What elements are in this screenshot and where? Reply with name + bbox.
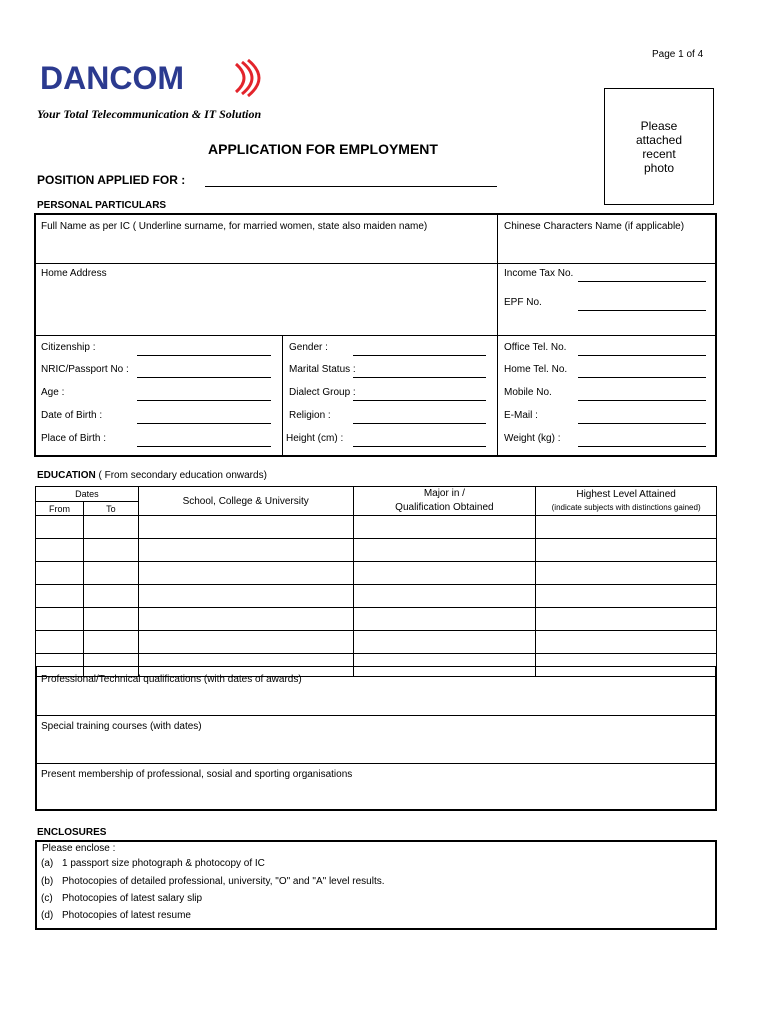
- dialect-field[interactable]: [353, 400, 486, 401]
- enclosure-key: (d): [41, 910, 54, 921]
- weight-label: Weight (kg) :: [504, 433, 561, 444]
- office-tel-field[interactable]: [578, 355, 706, 356]
- edu-cell[interactable]: [353, 585, 536, 608]
- edu-cell[interactable]: [83, 608, 138, 631]
- qualifications-divider-2: [36, 763, 716, 764]
- edu-cell[interactable]: [138, 539, 353, 562]
- gender-field[interactable]: [353, 355, 486, 356]
- education-note: ( From secondary education onwards): [98, 470, 267, 481]
- enclosure-text: Photocopies of latest resume: [62, 910, 191, 921]
- dob-field[interactable]: [137, 423, 271, 424]
- dialect-label: Dialect Group :: [289, 387, 356, 398]
- education-row: [36, 516, 717, 539]
- education-row: [36, 585, 717, 608]
- epf-field[interactable]: [578, 310, 706, 311]
- income-tax-label: Income Tax No.: [504, 268, 574, 279]
- email-field[interactable]: [578, 423, 706, 424]
- personal-heading: PERSONAL PARTICULARS: [37, 200, 167, 211]
- edu-cell[interactable]: [83, 516, 138, 539]
- personal-divider-h1: [35, 263, 716, 264]
- edu-cell[interactable]: [138, 585, 353, 608]
- photo-box: [604, 88, 714, 205]
- membership-label: Present membership of professional, sosial and sporting organisations: [41, 769, 353, 780]
- religion-label: Religion :: [289, 410, 331, 421]
- home-address-label: Home Address: [41, 268, 107, 279]
- enclosure-text: Photocopies of detailed professional, university, "O" and "A" level results.: [62, 876, 385, 887]
- logo-signal-icon: [230, 58, 270, 98]
- edu-cell[interactable]: [36, 631, 84, 654]
- highest-header-note: (indicate subjects with distinctions gained): [551, 503, 701, 512]
- education-row: [36, 608, 717, 631]
- major-header: [353, 487, 536, 516]
- logo-tagline: Your Total Telecommunication & IT Solution: [37, 107, 262, 121]
- edu-cell[interactable]: [36, 585, 84, 608]
- enclosure-key: (b): [41, 876, 54, 887]
- marital-label: Marital Status :: [289, 364, 356, 375]
- highest-header: [536, 487, 717, 516]
- major-header-line2: Qualification Obtained: [395, 502, 494, 513]
- edu-cell[interactable]: [36, 562, 84, 585]
- professional-label: Professional/Technical qualifications (with dates of awards): [41, 674, 302, 685]
- mobile-label: Mobile No.: [504, 387, 552, 398]
- enclosure-text: 1 passport size photograph & photocopy of IC: [62, 858, 265, 869]
- weight-field[interactable]: [578, 446, 706, 447]
- edu-cell[interactable]: [536, 516, 717, 539]
- education-table: [35, 486, 717, 677]
- age-label: Age :: [41, 387, 65, 398]
- edu-cell[interactable]: [83, 585, 138, 608]
- education-row: [36, 562, 717, 585]
- personal-divider-h2: [35, 335, 716, 336]
- edu-cell[interactable]: [138, 608, 353, 631]
- enclosure-key: (c): [41, 893, 53, 904]
- edu-cell[interactable]: [83, 562, 138, 585]
- enclosure-text: Photocopies of latest salary slip: [62, 893, 203, 904]
- pob-field[interactable]: [137, 446, 271, 447]
- age-field[interactable]: [137, 400, 271, 401]
- form-title: APPLICATION FOR EMPLOYMENT: [208, 141, 438, 157]
- school-header: School, College & University: [138, 487, 353, 516]
- edu-cell[interactable]: [536, 539, 717, 562]
- company-logo: [40, 58, 280, 102]
- edu-cell[interactable]: [353, 516, 536, 539]
- qualifications-box: [35, 666, 717, 811]
- photo-box-line: attached: [635, 133, 683, 147]
- edu-cell[interactable]: [36, 516, 84, 539]
- edu-cell[interactable]: [138, 516, 353, 539]
- dob-label: Date of Birth :: [41, 410, 103, 421]
- income-tax-field[interactable]: [578, 281, 706, 282]
- major-header-line1: Major in /: [423, 488, 465, 499]
- marital-field[interactable]: [353, 377, 486, 378]
- photo-box-line: photo: [643, 161, 675, 175]
- nric-field[interactable]: [137, 377, 271, 378]
- education-row: [36, 631, 717, 654]
- logo-wordmark: DANCOM: [40, 60, 184, 96]
- edu-cell[interactable]: [536, 585, 717, 608]
- edu-cell[interactable]: [536, 608, 717, 631]
- citizenship-label: Citizenship :: [41, 342, 96, 353]
- enclosures-intro: Please enclose :: [42, 843, 116, 854]
- edu-cell[interactable]: [138, 631, 353, 654]
- pob-label: Place of Birth :: [41, 433, 107, 444]
- edu-cell[interactable]: [353, 631, 536, 654]
- mobile-field[interactable]: [578, 400, 706, 401]
- highest-header-line1: Highest Level Attained: [576, 489, 676, 500]
- qualifications-divider-1: [36, 715, 716, 716]
- education-heading-row: [37, 470, 267, 481]
- edu-cell[interactable]: [138, 562, 353, 585]
- religion-field[interactable]: [353, 423, 486, 424]
- edu-cell[interactable]: [353, 562, 536, 585]
- edu-cell[interactable]: [353, 608, 536, 631]
- home-tel-label: Home Tel. No.: [504, 364, 568, 375]
- position-label: POSITION APPLIED FOR :: [37, 173, 186, 187]
- citizenship-field[interactable]: [137, 355, 271, 356]
- dates-header: Dates: [36, 487, 139, 502]
- photo-box-line: recent: [642, 147, 676, 161]
- position-input-line[interactable]: [205, 186, 497, 187]
- edu-cell[interactable]: [536, 562, 717, 585]
- height-field[interactable]: [353, 446, 486, 447]
- page-number: Page 1 of 4: [652, 49, 704, 60]
- edu-cell[interactable]: [536, 631, 717, 654]
- edu-cell[interactable]: [83, 631, 138, 654]
- enclosures-heading: ENCLOSURES: [37, 827, 107, 838]
- edu-cell[interactable]: [36, 539, 84, 562]
- to-header: To: [83, 502, 138, 516]
- email-label: E-Mail :: [504, 410, 538, 421]
- nric-label: NRIC/Passport No :: [41, 364, 129, 375]
- education-row: [36, 539, 717, 562]
- office-tel-label: Office Tel. No.: [504, 342, 567, 353]
- home-tel-field[interactable]: [578, 377, 706, 378]
- height-label: Height (cm) :: [286, 433, 344, 444]
- from-header: From: [36, 502, 84, 516]
- enclosure-key: (a): [41, 858, 54, 869]
- photo-box-line: Please: [640, 119, 678, 133]
- personal-divider-v2: [282, 336, 283, 456]
- full-name-label: Full Name as per IC ( Underline surname, for married women, state also maiden name): [41, 221, 428, 232]
- education-heading: EDUCATION: [37, 470, 96, 481]
- chinese-name-label: Chinese Characters Name (if applicable): [504, 221, 685, 232]
- edu-cell[interactable]: [83, 539, 138, 562]
- edu-cell[interactable]: [353, 539, 536, 562]
- gender-label: Gender :: [289, 342, 328, 353]
- edu-cell[interactable]: [36, 608, 84, 631]
- epf-label: EPF No.: [504, 297, 542, 308]
- training-label: Special training courses (with dates): [41, 721, 202, 732]
